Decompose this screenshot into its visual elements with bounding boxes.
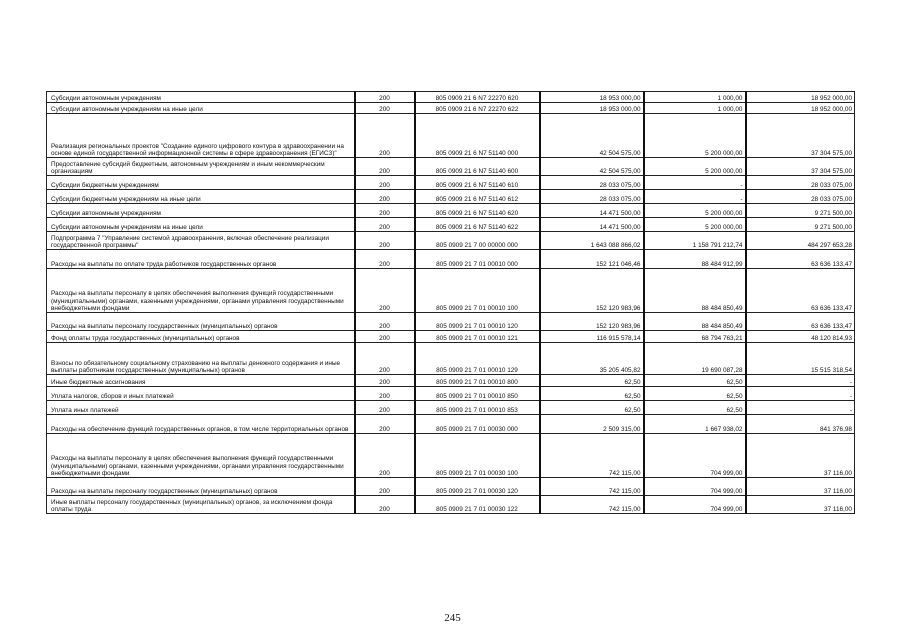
row-value-3: 9 271 500,00 xyxy=(746,204,855,218)
page-number: 245 xyxy=(444,612,461,624)
row-kbk: 805 0909 21 6 N7 22270 622 xyxy=(415,103,540,114)
row-value-3: 18 952 000,00 xyxy=(746,103,855,114)
row-kbk: 805 0909 21 7 01 00010 121 xyxy=(415,331,540,343)
table-row xyxy=(47,114,855,158)
row-code: 200 xyxy=(355,176,415,190)
row-name: Уплата налогов, сборов и иных платежей xyxy=(47,387,355,401)
row-value-1: 42 504 575,00 xyxy=(540,158,644,176)
table-row xyxy=(47,387,855,401)
row-code: 200 xyxy=(355,158,415,176)
row-value-2: 1 158 791 212,74 xyxy=(644,232,746,250)
row-value-1: 1 643 088 866,02 xyxy=(540,232,644,250)
row-name: Расходы на выплаты по оплате труда работников государственных органов xyxy=(47,250,355,269)
row-value-3: 37 304 575,00 xyxy=(746,158,855,176)
row-value-3: 63 636 133,47 xyxy=(746,269,855,313)
row-name: Субсидии автономным учреждениям xyxy=(47,204,355,218)
row-value-2: 5 200 000,00 xyxy=(644,114,746,158)
row-code: 200 xyxy=(355,218,415,232)
budget-table xyxy=(46,91,855,514)
row-value-1: 116 915 578,14 xyxy=(540,331,644,343)
row-value-2: 88 484 912,99 xyxy=(644,250,746,269)
row-kbk: 805 0909 21 7 01 00010 000 xyxy=(415,250,540,269)
row-name: Расходы на выплаты персоналу в целях обеспечения выполнения функций государственными (муниципальными) органами, казенными учреждениями, органами управления государственными внебюджетными фондами xyxy=(47,434,355,478)
row-value-1: 18 953 000,00 xyxy=(540,103,644,114)
row-name: Субсидии бюджетным учреждениям xyxy=(47,176,355,190)
row-value-1: 152 120 983,96 xyxy=(540,313,644,331)
row-value-1: 742 115,00 xyxy=(540,496,644,514)
row-value-1: 35 205 405,82 xyxy=(540,343,644,375)
row-kbk: 805 0909 21 6 N7 51140 620 xyxy=(415,204,540,218)
row-code: 200 xyxy=(355,331,415,343)
row-name: Субсидии автономным учреждениям на иные цели xyxy=(47,103,355,114)
row-value-1: 742 115,00 xyxy=(540,434,644,478)
row-value-2: 1 667 938,02 xyxy=(644,415,746,434)
row-value-1: 14 471 500,00 xyxy=(540,218,644,232)
table-row xyxy=(47,343,855,375)
row-value-3: - xyxy=(746,375,855,387)
row-name: Субсидии автономным учреждениям xyxy=(47,92,355,103)
row-value-3: 37 116,00 xyxy=(746,496,855,514)
row-value-1: 62,50 xyxy=(540,387,644,401)
row-kbk: 805 0909 21 7 01 00030 000 xyxy=(415,415,540,434)
row-value-2: 88 484 850,49 xyxy=(644,313,746,331)
table-row xyxy=(47,92,855,103)
row-code: 200 xyxy=(355,375,415,387)
row-value-3: 28 033 075,00 xyxy=(746,176,855,190)
row-code: 200 xyxy=(355,343,415,375)
row-value-2: 62,50 xyxy=(644,375,746,387)
table-row xyxy=(47,401,855,415)
row-value-1: 28 033 075,00 xyxy=(540,190,644,204)
row-name: Иные выплаты персоналу государственных (муниципальных) органов, за исключением фонда оплаты труда xyxy=(47,496,355,514)
row-kbk: 805 0909 21 7 01 00010 800 xyxy=(415,375,540,387)
row-code: 200 xyxy=(355,478,415,496)
row-value-3: 484 297 653,28 xyxy=(746,232,855,250)
row-code: 200 xyxy=(355,401,415,415)
table-row xyxy=(47,375,855,387)
row-name: Субсидии автономным учреждениям на иные цели xyxy=(47,218,355,232)
table-row xyxy=(47,478,855,496)
table-row xyxy=(47,158,855,176)
row-value-3: 63 636 133,47 xyxy=(746,313,855,331)
row-value-3: 37 116,00 xyxy=(746,478,855,496)
table-row xyxy=(47,103,855,114)
row-name: Уплата иных платежей xyxy=(47,401,355,415)
row-code: 200 xyxy=(355,204,415,218)
row-kbk: 805 0909 21 6 N7 51140 000 xyxy=(415,114,540,158)
row-name: Расходы на выплаты персоналу государственных (муниципальных) органов xyxy=(47,478,355,496)
row-value-2: 1 000,00 xyxy=(644,103,746,114)
row-value-1: 62,50 xyxy=(540,375,644,387)
row-code: 200 xyxy=(355,415,415,434)
row-value-1: 42 504 575,00 xyxy=(540,114,644,158)
row-value-1: 18 953 000,00 xyxy=(540,92,644,103)
row-value-2: 62,50 xyxy=(644,401,746,415)
row-value-1: 14 471 500,00 xyxy=(540,204,644,218)
row-value-3: 15 515 318,54 xyxy=(746,343,855,375)
table-row xyxy=(47,204,855,218)
row-code: 200 xyxy=(355,434,415,478)
row-code: 200 xyxy=(355,313,415,331)
row-code: 200 xyxy=(355,250,415,269)
row-value-3: 9 271 500,00 xyxy=(746,218,855,232)
row-value-2: - xyxy=(644,190,746,204)
row-value-2: 88 484 850,49 xyxy=(644,269,746,313)
row-kbk: 805 0909 21 6 N7 22270 620 xyxy=(415,92,540,103)
row-value-3: 48 120 814,93 xyxy=(746,331,855,343)
row-name: Взносы по обязательному социальному страхованию на выплаты денежного содержания и иные выплаты работникам государственных (муниципальных) органов xyxy=(47,343,355,375)
row-kbk: 805 0909 21 7 01 00010 120 xyxy=(415,313,540,331)
row-code: 200 xyxy=(355,269,415,313)
row-kbk: 805 0909 21 6 N7 51140 612 xyxy=(415,190,540,204)
row-value-3: 37 116,00 xyxy=(746,434,855,478)
table-row xyxy=(47,313,855,331)
row-name: Предоставление субсидий бюджетным, автономным учреждениям и иным некоммерческим организациям xyxy=(47,158,355,176)
row-kbk: 805 0909 21 6 N7 51140 610 xyxy=(415,176,540,190)
table-row xyxy=(47,415,855,434)
table-row xyxy=(47,250,855,269)
table-row xyxy=(47,218,855,232)
row-name: Фонд оплаты труда государственных (муниципальных) органов xyxy=(47,331,355,343)
row-value-3: 63 636 133,47 xyxy=(746,250,855,269)
budget-table-body xyxy=(47,92,855,514)
row-name: Субсидии бюджетным учреждениям на иные цели xyxy=(47,190,355,204)
row-value-2: 62,50 xyxy=(644,387,746,401)
row-value-2: 704 999,00 xyxy=(644,478,746,496)
row-name: Расходы на выплаты персоналу в целях обеспечения выполнения функций государственными (муниципальными) органами, казенными учреждениями, органами управления государственными внебюджетными фондами xyxy=(47,269,355,313)
row-kbk: 805 0909 21 7 01 00010 129 xyxy=(415,343,540,375)
row-value-3: - xyxy=(746,401,855,415)
row-value-2: 68 794 763,21 xyxy=(644,331,746,343)
table-row xyxy=(47,331,855,343)
table-row xyxy=(47,232,855,250)
row-code: 200 xyxy=(355,92,415,103)
table-row xyxy=(47,269,855,313)
row-name: Подпрограмма 7 "Управление системой здравоохранения, включая обеспечение реализации государственной программы" xyxy=(47,232,355,250)
row-value-3: 18 952 000,00 xyxy=(746,92,855,103)
row-code: 200 xyxy=(355,114,415,158)
row-value-1: 152 120 983,96 xyxy=(540,269,644,313)
row-name: Реализация региональных проектов "Создание единого цифрового контура в здравоохранении на основе единой государственной информационной системы в сфере здравоохранения (ЕГИСЗ)" xyxy=(47,114,355,158)
row-value-1: 742 115,00 xyxy=(540,478,644,496)
row-value-2: 1 000,00 xyxy=(644,92,746,103)
row-kbk: 805 0909 21 7 00 00000 000 xyxy=(415,232,540,250)
table-row xyxy=(47,434,855,478)
row-kbk: 805 0909 21 6 N7 51140 600 xyxy=(415,158,540,176)
row-value-2: 704 999,00 xyxy=(644,496,746,514)
row-kbk: 805 0909 21 7 01 00010 853 xyxy=(415,401,540,415)
row-name: Расходы на выплаты персоналу государственных (муниципальных) органов xyxy=(47,313,355,331)
row-value-3: - xyxy=(746,387,855,401)
row-value-1: 2 509 315,00 xyxy=(540,415,644,434)
row-kbk: 805 0909 21 7 01 00010 850 xyxy=(415,387,540,401)
table-row xyxy=(47,176,855,190)
row-value-2: 704 999,00 xyxy=(644,434,746,478)
row-value-1: 28 033 075,00 xyxy=(540,176,644,190)
row-value-2: - xyxy=(644,176,746,190)
row-code: 200 xyxy=(355,190,415,204)
row-name: Иные бюджетные ассигнования xyxy=(47,375,355,387)
row-code: 200 xyxy=(355,103,415,114)
row-value-2: 5 200 000,00 xyxy=(644,204,746,218)
row-value-3: 28 033 075,00 xyxy=(746,190,855,204)
row-kbk: 805 0909 21 7 01 00030 122 xyxy=(415,496,540,514)
row-value-2: 5 200 000,00 xyxy=(644,158,746,176)
row-code: 200 xyxy=(355,387,415,401)
row-value-3: 37 304 575,00 xyxy=(746,114,855,158)
row-value-2: 19 690 087,28 xyxy=(644,343,746,375)
row-kbk: 805 0909 21 6 N7 51140 622 xyxy=(415,218,540,232)
row-kbk: 805 0909 21 7 01 00030 100 xyxy=(415,434,540,478)
row-value-1: 152 121 046,46 xyxy=(540,250,644,269)
row-kbk: 805 0909 21 7 01 00010 100 xyxy=(415,269,540,313)
row-code: 200 xyxy=(355,496,415,514)
row-kbk: 805 0909 21 7 01 00030 120 xyxy=(415,478,540,496)
row-code: 200 xyxy=(355,232,415,250)
table-row xyxy=(47,496,855,514)
row-value-2: 5 200 000,00 xyxy=(644,218,746,232)
row-name: Расходы на обеспечение функций государственных органов, в том числе территориальных органов xyxy=(47,415,355,434)
table-row xyxy=(47,190,855,204)
row-value-1: 62,50 xyxy=(540,401,644,415)
row-value-3: 841 376,98 xyxy=(746,415,855,434)
